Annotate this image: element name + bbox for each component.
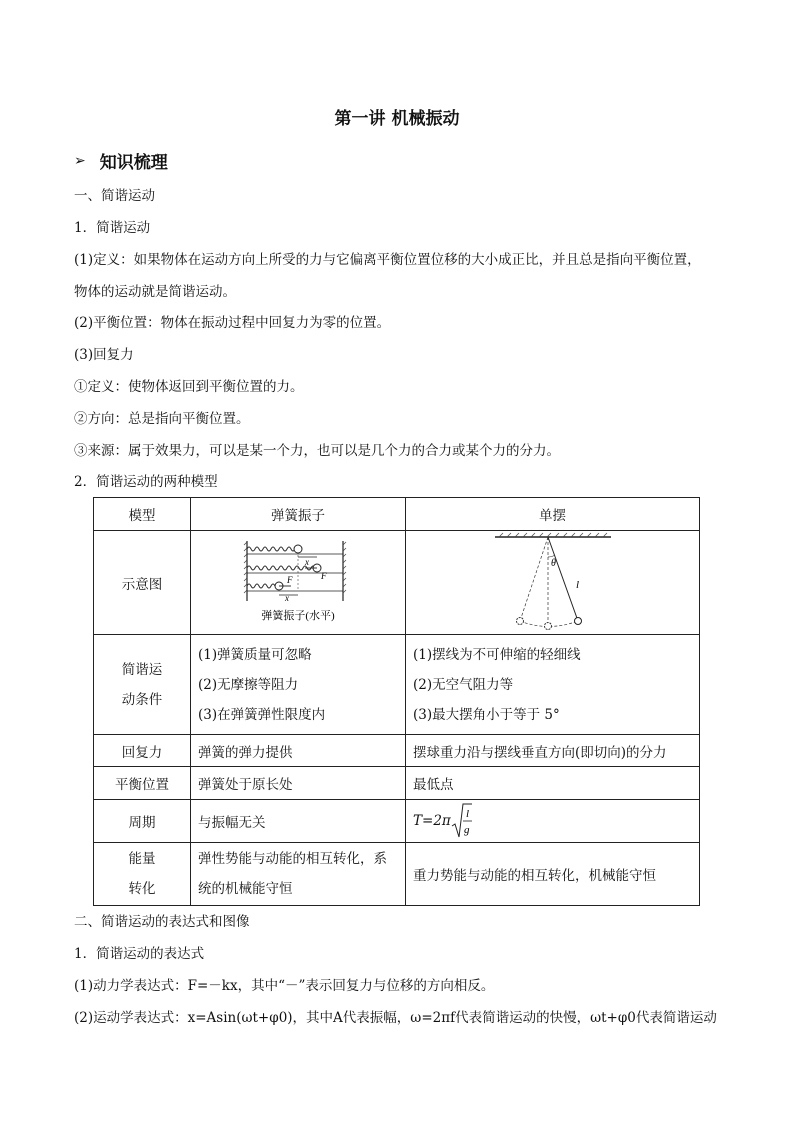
pendulum-energy-cell: 重力势能与动能的相互转化，机械能守恒 xyxy=(406,843,700,906)
spring-energy-line-2: 统的机械能守恒 xyxy=(198,881,293,897)
row-label-energy xyxy=(94,843,191,906)
dynamics-expression: (1)动力学表达式：F=－kx，其中“－”表示回复力与位移的方向相反。 xyxy=(74,978,495,994)
row-label-equilibrium: 平衡位置 xyxy=(94,767,191,800)
pendulum-period-cell xyxy=(406,800,700,843)
row-label-restoring: 回复力 xyxy=(94,735,191,767)
spring-diagram-caption: 弹簧振子(水平) xyxy=(261,609,335,622)
pendulum-equilibrium-cell: 最低点 xyxy=(406,767,700,800)
table-header-row xyxy=(94,498,700,531)
definition-line-2: 物体的运动就是简谐运动。 xyxy=(74,284,236,300)
subheading-2: 2．简谐运动的两种模型 xyxy=(74,474,218,490)
spring-condition-3: (3)在弹簧弹性限度内 xyxy=(198,706,326,723)
restoring-direction: ②方向：总是指向平衡位置。 xyxy=(74,411,250,427)
pendulum-condition-cell xyxy=(406,635,700,735)
energy-label-line-2: 转化 xyxy=(128,881,156,897)
pendulum-theta-label: θ xyxy=(550,557,556,569)
table-row-condition xyxy=(94,635,700,735)
heading-simple-harmonic: 一、简谐运动 xyxy=(74,188,155,204)
row-label-condition xyxy=(94,635,191,735)
pendulum-condition-1: (1)摆线为不可伸缩的轻细线 xyxy=(413,646,581,663)
pendulum-condition-3: (3)最大摆角小于等于 5° xyxy=(413,706,560,723)
spring-energy-line-1: 弹性势能与动能的相互转化，系 xyxy=(198,851,387,867)
subheading-1: 1．简谐运动 xyxy=(74,220,151,236)
restoring-definition: ①定义：使物体返回到平衡位置的力。 xyxy=(74,379,304,395)
sqrt-fraction xyxy=(451,802,473,840)
period-formula xyxy=(413,802,473,840)
section-heading xyxy=(74,148,168,173)
restoring-force-heading: (3)回复力 xyxy=(74,347,134,363)
spring-period-cell: 与振幅无关 xyxy=(191,800,406,843)
spring-f-label-right: F xyxy=(321,570,327,581)
spring-restoring-cell: 弹簧的弹力提供 xyxy=(191,735,406,767)
spring-condition-2: (2)无摩擦等阻力 xyxy=(198,676,299,693)
equilibrium-paragraph: (2)平衡位置：物体在振动过程中回复力为零的位置。 xyxy=(74,315,391,331)
header-model: 模型 xyxy=(94,498,191,531)
spring-diagram-cell xyxy=(191,531,406,635)
header-spring: 弹簧振子 xyxy=(191,498,406,531)
table-row-equilibrium xyxy=(94,767,700,800)
pendulum-restoring-cell: 摆球重力沿与摆线垂直方向(即切向)的分力 xyxy=(406,735,700,767)
subheading-expression: 1．简谐运动的表达式 xyxy=(74,946,205,962)
spring-x-label-top: x xyxy=(305,556,309,567)
pendulum-diagram-cell xyxy=(406,531,700,635)
table-row-period xyxy=(94,800,700,843)
table-row-energy xyxy=(94,843,700,906)
section-heading-label: 知识梳理 xyxy=(99,153,168,173)
sqrt-denominator: g xyxy=(463,824,470,836)
spring-condition-cell xyxy=(191,635,406,735)
pendulum-condition-2: (2)无空气阻力等 xyxy=(413,676,514,693)
definition-line-1: (1)定义：如果物体在运动方向上所受的力与它偏离平衡位置位移的大小成正比，并且总是指向平衡位置， xyxy=(74,252,701,268)
table-row-diagram xyxy=(94,531,700,635)
pendulum-length-label: l xyxy=(575,578,579,591)
restoring-source: ③来源：属于效果力，可以是某一个力，也可以是几个力的合力或某个力的分力。 xyxy=(74,443,560,459)
pendulum-diagram xyxy=(493,532,613,630)
row-label-diagram: 示意图 xyxy=(94,531,191,635)
spring-f-label-left: F xyxy=(287,574,293,585)
row-label-period: 周期 xyxy=(94,800,191,843)
spring-condition-1: (1)弹簧质量可忽略 xyxy=(198,646,312,663)
condition-label-line-2: 动条件 xyxy=(121,691,163,708)
arrow-bullet-icon: ➢ xyxy=(74,152,86,169)
sqrt-numerator: l xyxy=(465,808,469,820)
spring-x-label-bottom: x xyxy=(285,592,289,603)
spring-energy-cell xyxy=(191,843,406,906)
condition-label-line-1: 简谐运 xyxy=(121,661,163,678)
spring-oscillator-diagram xyxy=(243,535,353,627)
period-formula-lhs: T=2π xyxy=(413,813,451,829)
header-pendulum: 单摆 xyxy=(406,498,700,531)
kinematics-expression: (2)运动学表达式：x=Asin(ωt+φ0)，其中A代表振幅，ω=2πf代表简谐运动的快慢，ωt+φ0代表简谐运动 xyxy=(74,1010,717,1026)
spring-equilibrium-cell: 弹簧处于原长处 xyxy=(191,767,406,800)
energy-label-line-1: 能量 xyxy=(128,851,156,867)
model-comparison-table xyxy=(93,497,700,906)
page-title: 第一讲 机械振动 xyxy=(334,109,460,129)
table-row-restoring xyxy=(94,735,700,767)
heading-expression-graph: 二、简谐运动的表达式和图像 xyxy=(74,914,250,930)
